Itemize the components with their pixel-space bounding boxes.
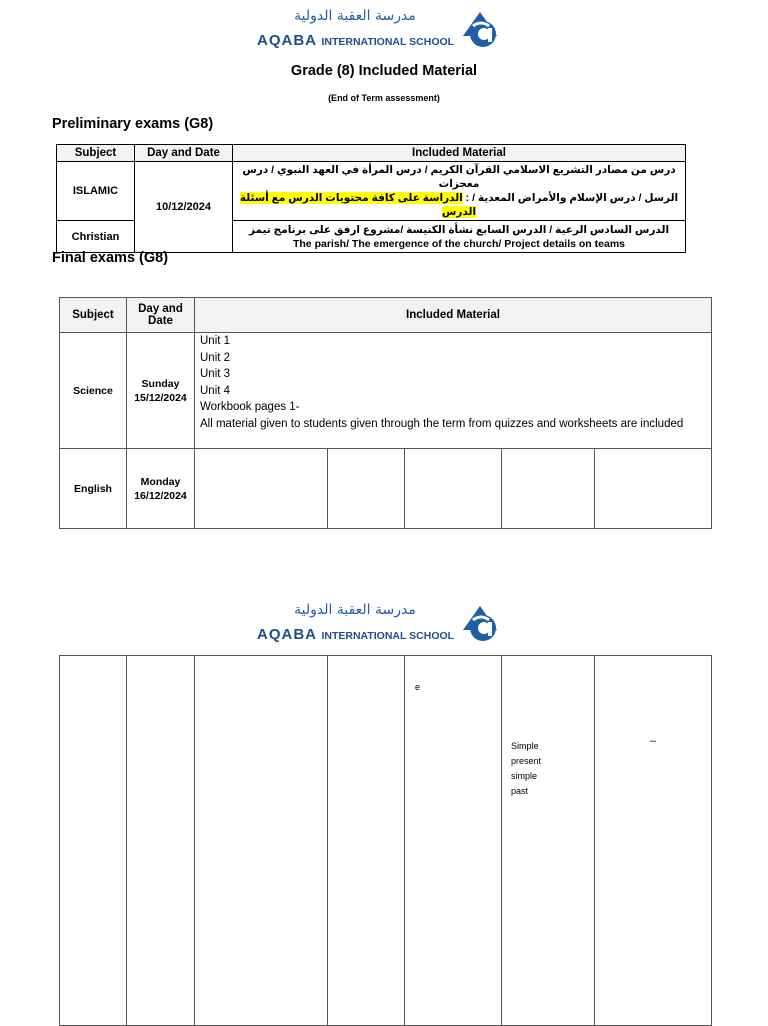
day-label: Monday bbox=[140, 475, 181, 488]
empty-cell bbox=[195, 449, 328, 529]
document-title: Grade (8) Included Material bbox=[290, 63, 478, 79]
material-line: Workbook pages 1- bbox=[200, 401, 300, 413]
date-label: 16/12/2024 bbox=[134, 489, 187, 502]
subject-cell: Science bbox=[60, 333, 127, 449]
subject-cell: English bbox=[60, 449, 127, 529]
subject-cell: ISLAMIC bbox=[57, 162, 135, 221]
note-line: present bbox=[511, 756, 542, 766]
empty-cell bbox=[195, 656, 328, 1026]
material-line: الدرس السادس الرعية / الدرس السابع نشأة الكنيسة /مشروع ارفق على برنامج تيمز bbox=[248, 223, 670, 236]
preliminary-table bbox=[56, 144, 686, 253]
preliminary-heading: Preliminary exams (G8) bbox=[52, 116, 214, 132]
col-subject: Subject bbox=[57, 145, 135, 162]
logo-english-name bbox=[257, 626, 457, 644]
col-material: Included Material bbox=[233, 145, 686, 162]
school-emblem-icon bbox=[459, 604, 501, 644]
material-line: Unit 4 bbox=[200, 384, 231, 397]
empty-cell bbox=[405, 449, 502, 529]
school-logo bbox=[255, 8, 505, 52]
empty-cell bbox=[328, 449, 405, 529]
date-cell: 10/12/2024 bbox=[135, 162, 233, 253]
empty-cell bbox=[595, 449, 712, 529]
table-row bbox=[57, 162, 686, 221]
document-subtitle: (End of Term assessment) bbox=[328, 93, 440, 103]
school-logo bbox=[255, 602, 505, 646]
date-cell bbox=[127, 333, 195, 449]
table-row bbox=[60, 656, 712, 1026]
col-material: Included Material bbox=[195, 298, 712, 333]
material-cell bbox=[233, 221, 686, 253]
cell-letter: e bbox=[415, 682, 421, 692]
note-line: simple bbox=[511, 771, 538, 781]
date-label: 15/12/2024 bbox=[134, 391, 187, 404]
logo-arabic-name: مدرسة العقبة الدولية bbox=[294, 8, 416, 24]
material-line: Unit 2 bbox=[200, 351, 231, 364]
grammar-notes bbox=[511, 739, 541, 799]
col-day-date: Day and Date bbox=[127, 298, 195, 333]
material-cell bbox=[195, 333, 712, 449]
table-row bbox=[60, 449, 712, 529]
logo-brand: AQABA bbox=[257, 626, 317, 643]
logo-brand: AQABA bbox=[257, 32, 317, 49]
continuation-table bbox=[59, 655, 712, 1026]
school-emblem-icon bbox=[459, 10, 501, 50]
empty-cell bbox=[502, 449, 595, 529]
content-cell bbox=[502, 656, 595, 1026]
cell-dash: – bbox=[650, 735, 657, 747]
note-line: past bbox=[511, 786, 529, 796]
col-day-date: Day and Date bbox=[135, 145, 233, 162]
highlighted-note: الدراسة على كافة محتويات الدرس مع أسئلة الدرس bbox=[239, 192, 477, 218]
material-line: Unit 3 bbox=[200, 368, 231, 380]
material-line: درس من مصادر التشريع الاسلامي القرآن الكريم / درس المرأة في العهد النبوي / درس معجزات bbox=[242, 164, 676, 190]
col-subject: Subject bbox=[60, 298, 127, 333]
subject-cell: Christian bbox=[57, 221, 135, 253]
material-cell bbox=[233, 162, 686, 221]
logo-english-name bbox=[257, 32, 457, 50]
empty-cell bbox=[60, 656, 127, 1026]
material-line: الرسل / درس الإسلام والأمراض المعدية / : bbox=[465, 192, 679, 204]
logo-school: INTERNATIONAL SCHOOL bbox=[321, 630, 455, 642]
logo-school: INTERNATIONAL SCHOOL bbox=[321, 36, 455, 48]
logo-arabic-name: مدرسة العقبة الدولية bbox=[294, 602, 416, 618]
day-label: Sunday bbox=[141, 377, 180, 390]
empty-cell bbox=[328, 656, 405, 1026]
material-line: Unit 1 bbox=[200, 335, 231, 347]
content-cell bbox=[595, 656, 712, 1026]
final-table bbox=[59, 297, 712, 529]
date-cell bbox=[127, 449, 195, 529]
content-cell bbox=[405, 656, 502, 1026]
note-line: Simple bbox=[511, 741, 539, 751]
table-row bbox=[60, 333, 712, 449]
final-heading: Final exams (G8) bbox=[52, 250, 169, 266]
material-line: All material given to students given through the term from quizzes and worksheets are included bbox=[200, 417, 684, 430]
empty-cell bbox=[127, 656, 195, 1026]
material-line: The parish/ The emergence of the church/ Project details on teams bbox=[292, 237, 625, 250]
